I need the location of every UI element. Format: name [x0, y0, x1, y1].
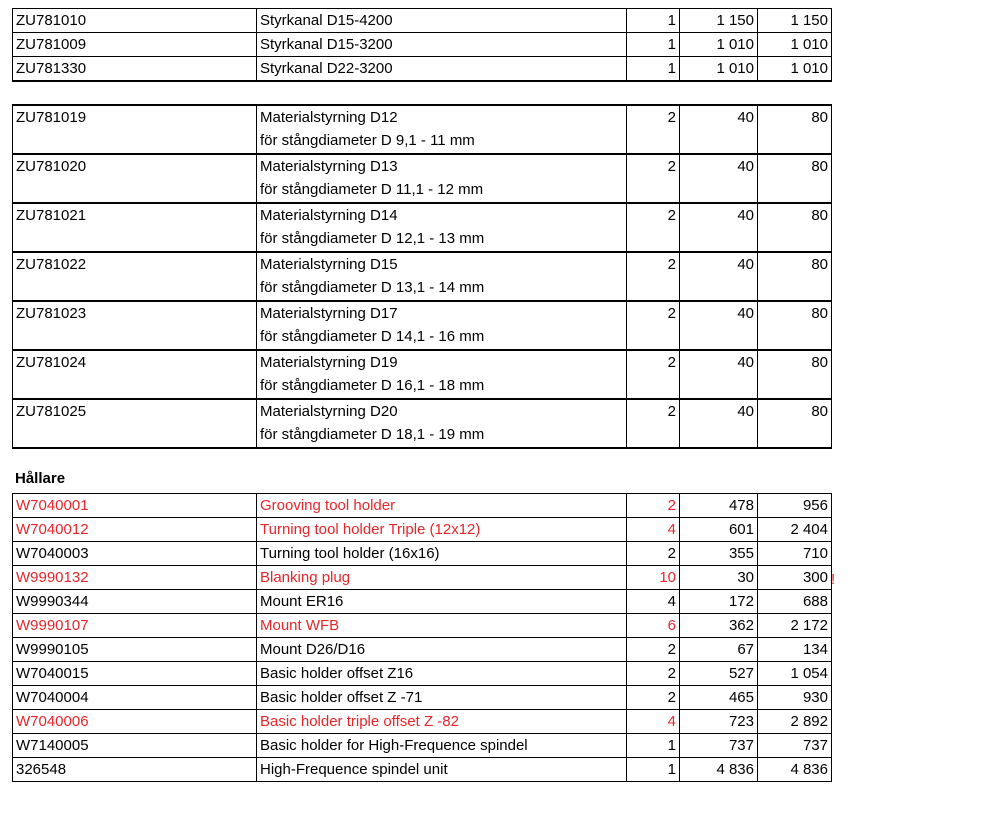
- unit-price: 67: [680, 638, 758, 662]
- description-line-2: för stångdiameter D 14,1 - 16 mm: [260, 328, 485, 345]
- table-row: [13, 710, 832, 734]
- quantity: 4: [627, 518, 680, 542]
- total-price: 134: [758, 638, 832, 662]
- unit-price: 527: [680, 662, 758, 686]
- quantity: 10: [627, 566, 680, 590]
- quantity: 2: [627, 154, 680, 203]
- article-description: [257, 105, 627, 154]
- materialstyrning-table: [12, 104, 832, 449]
- table-row: [13, 9, 832, 33]
- unit-price: 40: [680, 301, 758, 350]
- table-row: [13, 590, 832, 614]
- article-code: ZU781025: [13, 399, 257, 448]
- description-line-2: för stångdiameter D 11,1 - 12 mm: [260, 181, 484, 198]
- description-line-2: för stångdiameter D 16,1 - 18 mm: [260, 377, 485, 394]
- unit-price: 478: [680, 494, 758, 518]
- article-code: W9990107: [13, 614, 257, 638]
- quantity: 4: [627, 710, 680, 734]
- total-price: 688: [758, 590, 832, 614]
- article-code: ZU781024: [13, 350, 257, 399]
- description-line-2: för stångdiameter D 9,1 - 11 mm: [260, 132, 475, 149]
- article-description: Grooving tool holder: [257, 494, 627, 518]
- table-row: [13, 518, 832, 542]
- unit-price: 465: [680, 686, 758, 710]
- article-description: Styrkanal D15-4200: [257, 9, 627, 33]
- description-line-1: Materialstyrning D20: [260, 403, 398, 420]
- total-price: 930: [758, 686, 832, 710]
- article-description: [257, 154, 627, 203]
- unit-price: 1 010: [680, 33, 758, 57]
- description-line-1: Materialstyrning D17: [260, 305, 398, 322]
- table-row: [13, 399, 832, 448]
- article-description: [257, 252, 627, 301]
- table-row: [13, 252, 832, 301]
- table-row: [13, 203, 832, 252]
- article-code: ZU781010: [13, 9, 257, 33]
- unit-price: 4 836: [680, 758, 758, 782]
- unit-price: 1 010: [680, 57, 758, 82]
- total-price: 710: [758, 542, 832, 566]
- total-price: 80: [758, 203, 832, 252]
- total-price: 956: [758, 494, 832, 518]
- styrkanal-table: [12, 8, 832, 82]
- article-code: ZU781021: [13, 203, 257, 252]
- table-row: [13, 57, 832, 82]
- total-price: 1 054: [758, 662, 832, 686]
- table-row: [13, 734, 832, 758]
- table-row: [13, 758, 832, 782]
- description-line-1: Materialstyrning D19: [260, 354, 398, 371]
- unit-price: 362: [680, 614, 758, 638]
- article-code: W7040012: [13, 518, 257, 542]
- quantity: 2: [627, 542, 680, 566]
- article-code: ZU781022: [13, 252, 257, 301]
- table-row: [13, 350, 832, 399]
- table-row: [13, 154, 832, 203]
- quantity: 4: [627, 590, 680, 614]
- quantity: 1: [627, 57, 680, 82]
- article-code: W7140005: [13, 734, 257, 758]
- quantity: 1: [627, 734, 680, 758]
- article-description: [257, 301, 627, 350]
- article-code: W7040006: [13, 710, 257, 734]
- hallare-table: [12, 493, 832, 782]
- table-row: [13, 614, 832, 638]
- description-line-2: för stångdiameter D 12,1 - 13 mm: [260, 230, 485, 247]
- article-description: [257, 399, 627, 448]
- article-code: ZU781330: [13, 57, 257, 82]
- description-line-2: för stångdiameter D 13,1 - 14 mm: [260, 279, 485, 296]
- article-code: W7040015: [13, 662, 257, 686]
- article-code: W7040001: [13, 494, 257, 518]
- quantity: 2: [627, 686, 680, 710]
- quantity: 6: [627, 614, 680, 638]
- article-description: Styrkanal D22-3200: [257, 57, 627, 82]
- article-description: Mount D26/D16: [257, 638, 627, 662]
- article-code: W7040004: [13, 686, 257, 710]
- article-description: Mount ER16: [257, 590, 627, 614]
- quantity: 2: [627, 399, 680, 448]
- unit-price: 172: [680, 590, 758, 614]
- article-description: Basic holder offset Z16: [257, 662, 627, 686]
- total-price: 1 150: [758, 9, 832, 33]
- unit-price: 40: [680, 399, 758, 448]
- table-row: [13, 105, 832, 154]
- article-code: W9990344: [13, 590, 257, 614]
- quantity: 2: [627, 662, 680, 686]
- article-code: ZU781019: [13, 105, 257, 154]
- quantity: 1: [627, 9, 680, 33]
- article-description: Turning tool holder Triple (12x12): [257, 518, 627, 542]
- article-description: Basic holder triple offset Z -82: [257, 710, 627, 734]
- unit-price: 355: [680, 542, 758, 566]
- total-price: 80: [758, 350, 832, 399]
- table-row: [13, 542, 832, 566]
- unit-price: 40: [680, 203, 758, 252]
- unit-price: 601: [680, 518, 758, 542]
- total-price: 80: [758, 252, 832, 301]
- table-row: [13, 566, 832, 590]
- article-code: ZU781009: [13, 33, 257, 57]
- total-price: 80: [758, 301, 832, 350]
- total-price: 80: [758, 105, 832, 154]
- description-line-1: Materialstyrning D14: [260, 207, 398, 224]
- article-description: Turning tool holder (16x16): [257, 542, 627, 566]
- table-row: [13, 33, 832, 57]
- article-description: Blanking plug: [257, 566, 627, 590]
- article-description: [257, 203, 627, 252]
- article-code: ZU781020: [13, 154, 257, 203]
- quantity: 2: [627, 301, 680, 350]
- unit-price: 737: [680, 734, 758, 758]
- total-price: 2 172: [758, 614, 832, 638]
- unit-price: 40: [680, 105, 758, 154]
- article-description: High-Frequence spindel unit: [257, 758, 627, 782]
- unit-price: 723: [680, 710, 758, 734]
- total-price: 300: [758, 566, 832, 590]
- quantity: 1: [627, 758, 680, 782]
- article-description: Basic holder offset Z -71: [257, 686, 627, 710]
- section-heading-hallare: Hållare: [15, 470, 66, 487]
- stray-mark: !: [831, 571, 836, 588]
- quantity: 1: [627, 33, 680, 57]
- total-price: 80: [758, 399, 832, 448]
- total-price: 80: [758, 154, 832, 203]
- article-description: Mount WFB: [257, 614, 627, 638]
- article-description: Basic holder for High-Frequence spindel: [257, 734, 627, 758]
- table-row: [13, 301, 832, 350]
- table-row: [13, 662, 832, 686]
- unit-price: 30: [680, 566, 758, 590]
- article-code: ZU781023: [13, 301, 257, 350]
- description-line-1: Materialstyrning D13: [260, 158, 398, 175]
- quantity: 2: [627, 638, 680, 662]
- article-code: W9990132: [13, 566, 257, 590]
- quantity: 2: [627, 494, 680, 518]
- total-price: 1 010: [758, 33, 832, 57]
- total-price: 4 836: [758, 758, 832, 782]
- unit-price: 40: [680, 350, 758, 399]
- table-row: [13, 638, 832, 662]
- table-row: [13, 494, 832, 518]
- quantity: 2: [627, 203, 680, 252]
- article-description: [257, 350, 627, 399]
- description-line-2: för stångdiameter D 18,1 - 19 mm: [260, 426, 485, 443]
- article-description: Styrkanal D15-3200: [257, 33, 627, 57]
- article-code: W9990105: [13, 638, 257, 662]
- unit-price: 40: [680, 252, 758, 301]
- total-price: 737: [758, 734, 832, 758]
- total-price: 2 892: [758, 710, 832, 734]
- table-row: [13, 686, 832, 710]
- quantity: 2: [627, 105, 680, 154]
- total-price: 2 404: [758, 518, 832, 542]
- quantity: 2: [627, 350, 680, 399]
- description-line-1: Materialstyrning D15: [260, 256, 398, 273]
- total-price: 1 010: [758, 57, 832, 82]
- quantity: 2: [627, 252, 680, 301]
- unit-price: 1 150: [680, 9, 758, 33]
- unit-price: 40: [680, 154, 758, 203]
- article-code: W7040003: [13, 542, 257, 566]
- description-line-1: Materialstyrning D12: [260, 109, 398, 126]
- article-code: 326548: [13, 758, 257, 782]
